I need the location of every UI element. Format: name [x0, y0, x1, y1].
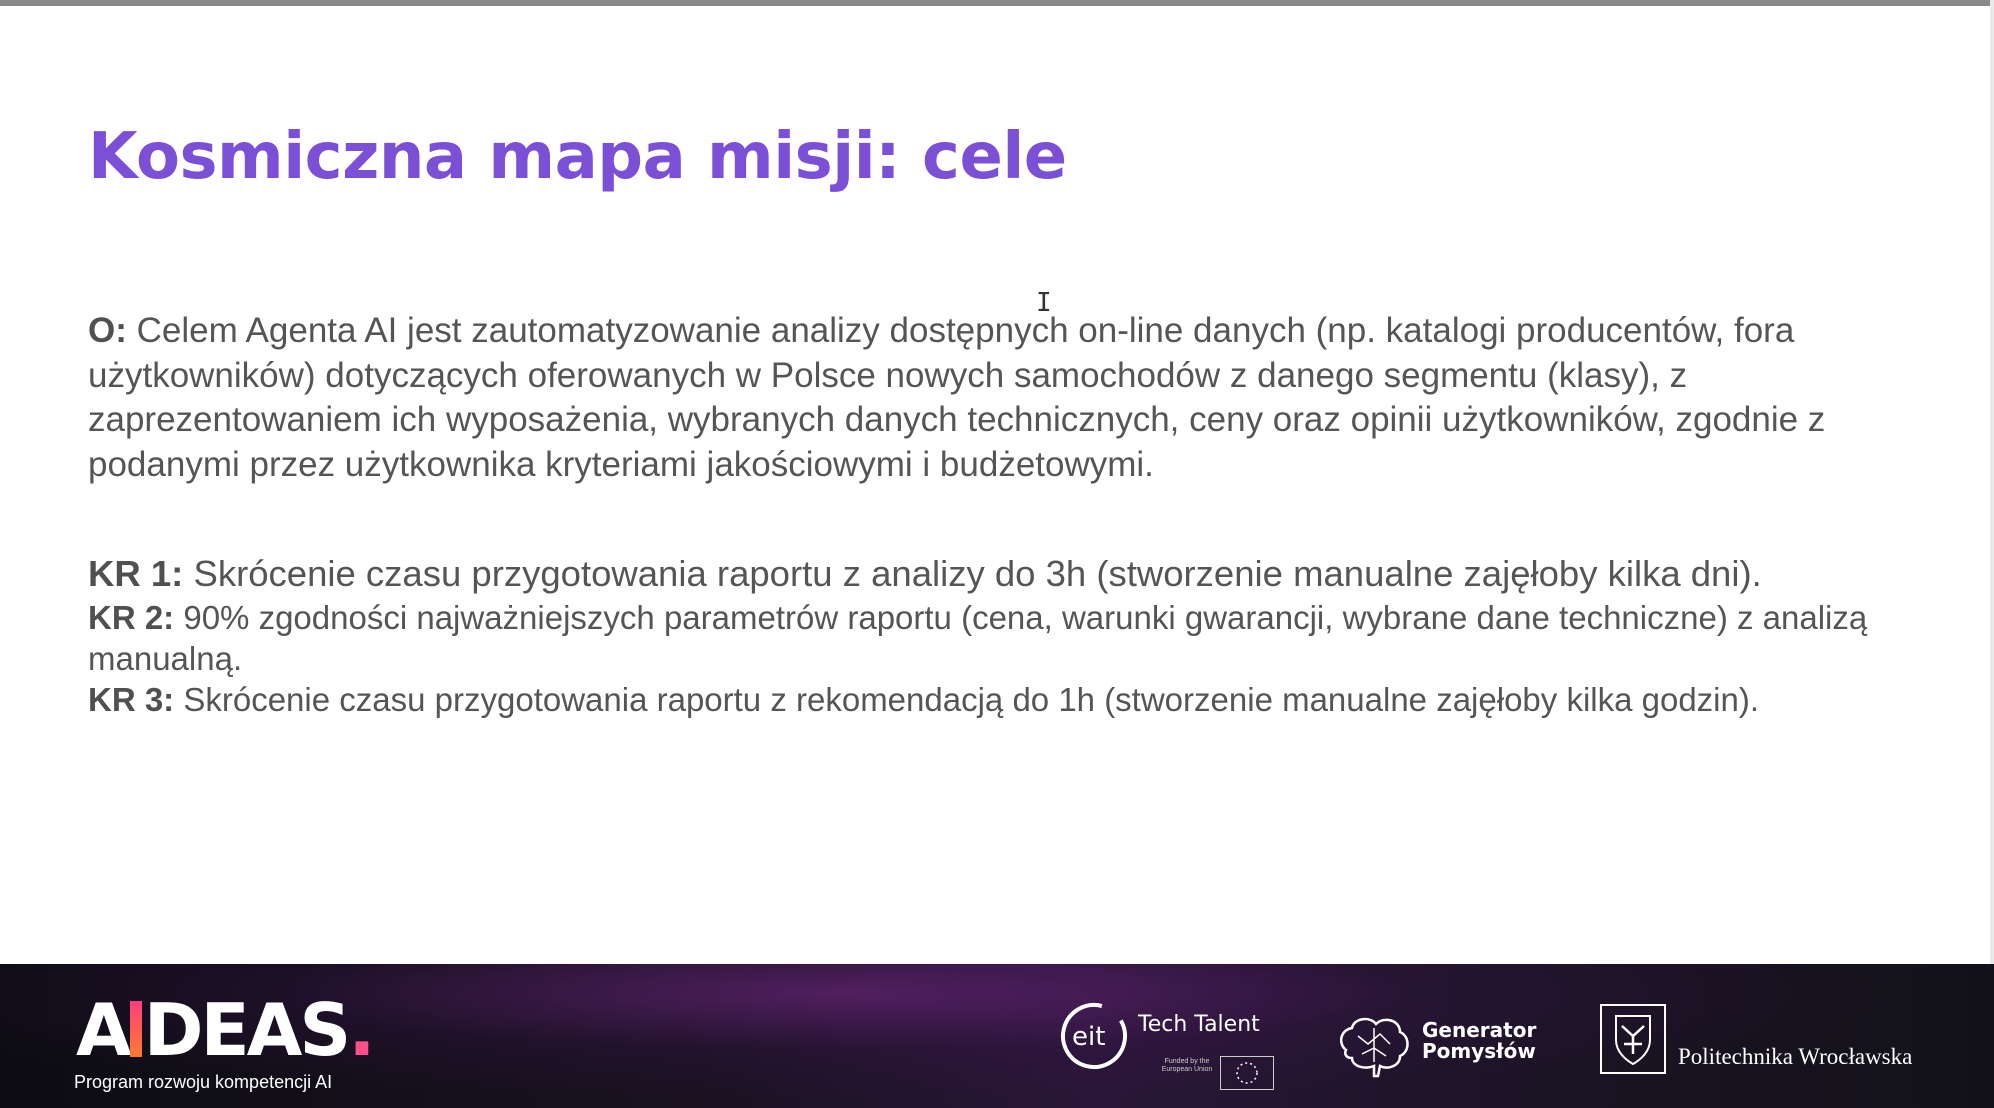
brain-icon — [1334, 1014, 1414, 1080]
key-result-text: 90% zgodności najważniejszych parametrów raportu (cena, warunki gwarancji, wybrane dane techniczne) z analizą manualną. — [88, 598, 1868, 677]
key-result-item — [88, 597, 1918, 679]
university-name: Politechnika Wrocławska — [1678, 1044, 1913, 1069]
generator-pomyslow-logo — [1334, 1014, 1554, 1084]
key-result-item — [88, 552, 1918, 597]
eit-name: Tech Talent — [1138, 1012, 1260, 1037]
objective-paragraph — [88, 309, 1918, 487]
eit-tech-talent-logo — [1058, 998, 1278, 1088]
eit-circle-icon — [1058, 998, 1134, 1074]
key-result-item — [88, 679, 1918, 720]
text-cursor-icon: I — [1036, 288, 1052, 318]
eu-funding-note: Funded by the European Union — [1161, 1058, 1213, 1073]
university-crest-icon — [1600, 1004, 1666, 1074]
key-result-text: Skrócenie czasu przygotowania raportu z analizy do 3h (stworzenie manualne zajęłoby kilka dni). — [183, 553, 1762, 594]
aideas-logo — [72, 988, 373, 1094]
generator-name: Generator Pomysłów — [1422, 1018, 1537, 1063]
objective-label: O: — [88, 311, 127, 350]
aideas-tagline: Program rozwoju kompetencji AI — [74, 1072, 333, 1092]
key-result-label: KR 3: — [88, 680, 175, 718]
aideas-wordmark: A DEAS. — [76, 988, 373, 1072]
politechnika-wroclawska-logo — [1600, 1004, 1930, 1084]
eit-mark-text: eit — [1072, 1022, 1106, 1052]
eu-flag-icon — [1220, 1056, 1274, 1090]
window-right-edge — [1990, 0, 1994, 1108]
key-result-label: KR 1: — [88, 553, 184, 594]
key-result-text: Skrócenie czasu przygotowania raportu z rekomendacją do 1h (stworzenie manualne zajęłoby kilka godzin). — [174, 680, 1760, 718]
objective-text: Celem Agenta AI jest zautomatyzowanie analizy dostępnych on-line danych (np. katalogi producentów, fora użytkowników) dotyczących oferowanych w Polsce nowych samochodów z danego segmentu (klasy), z zaprezentowaniem ich wyposażenia, wybranych danych technicznych, ceny oraz opinii użytkowników, zgodnie z podanymi przez użytkownika kryteriami jakościowymi i budżetowymi. — [88, 311, 1826, 484]
aideas-i-bar — [130, 1001, 142, 1057]
slide-title: Kosmiczna mapa misji: cele — [88, 120, 1067, 194]
key-results-list — [88, 552, 1918, 720]
sponsor-footer — [0, 964, 1994, 1108]
key-result-label: KR 2: — [88, 598, 175, 636]
window-top-border — [0, 0, 1994, 6]
